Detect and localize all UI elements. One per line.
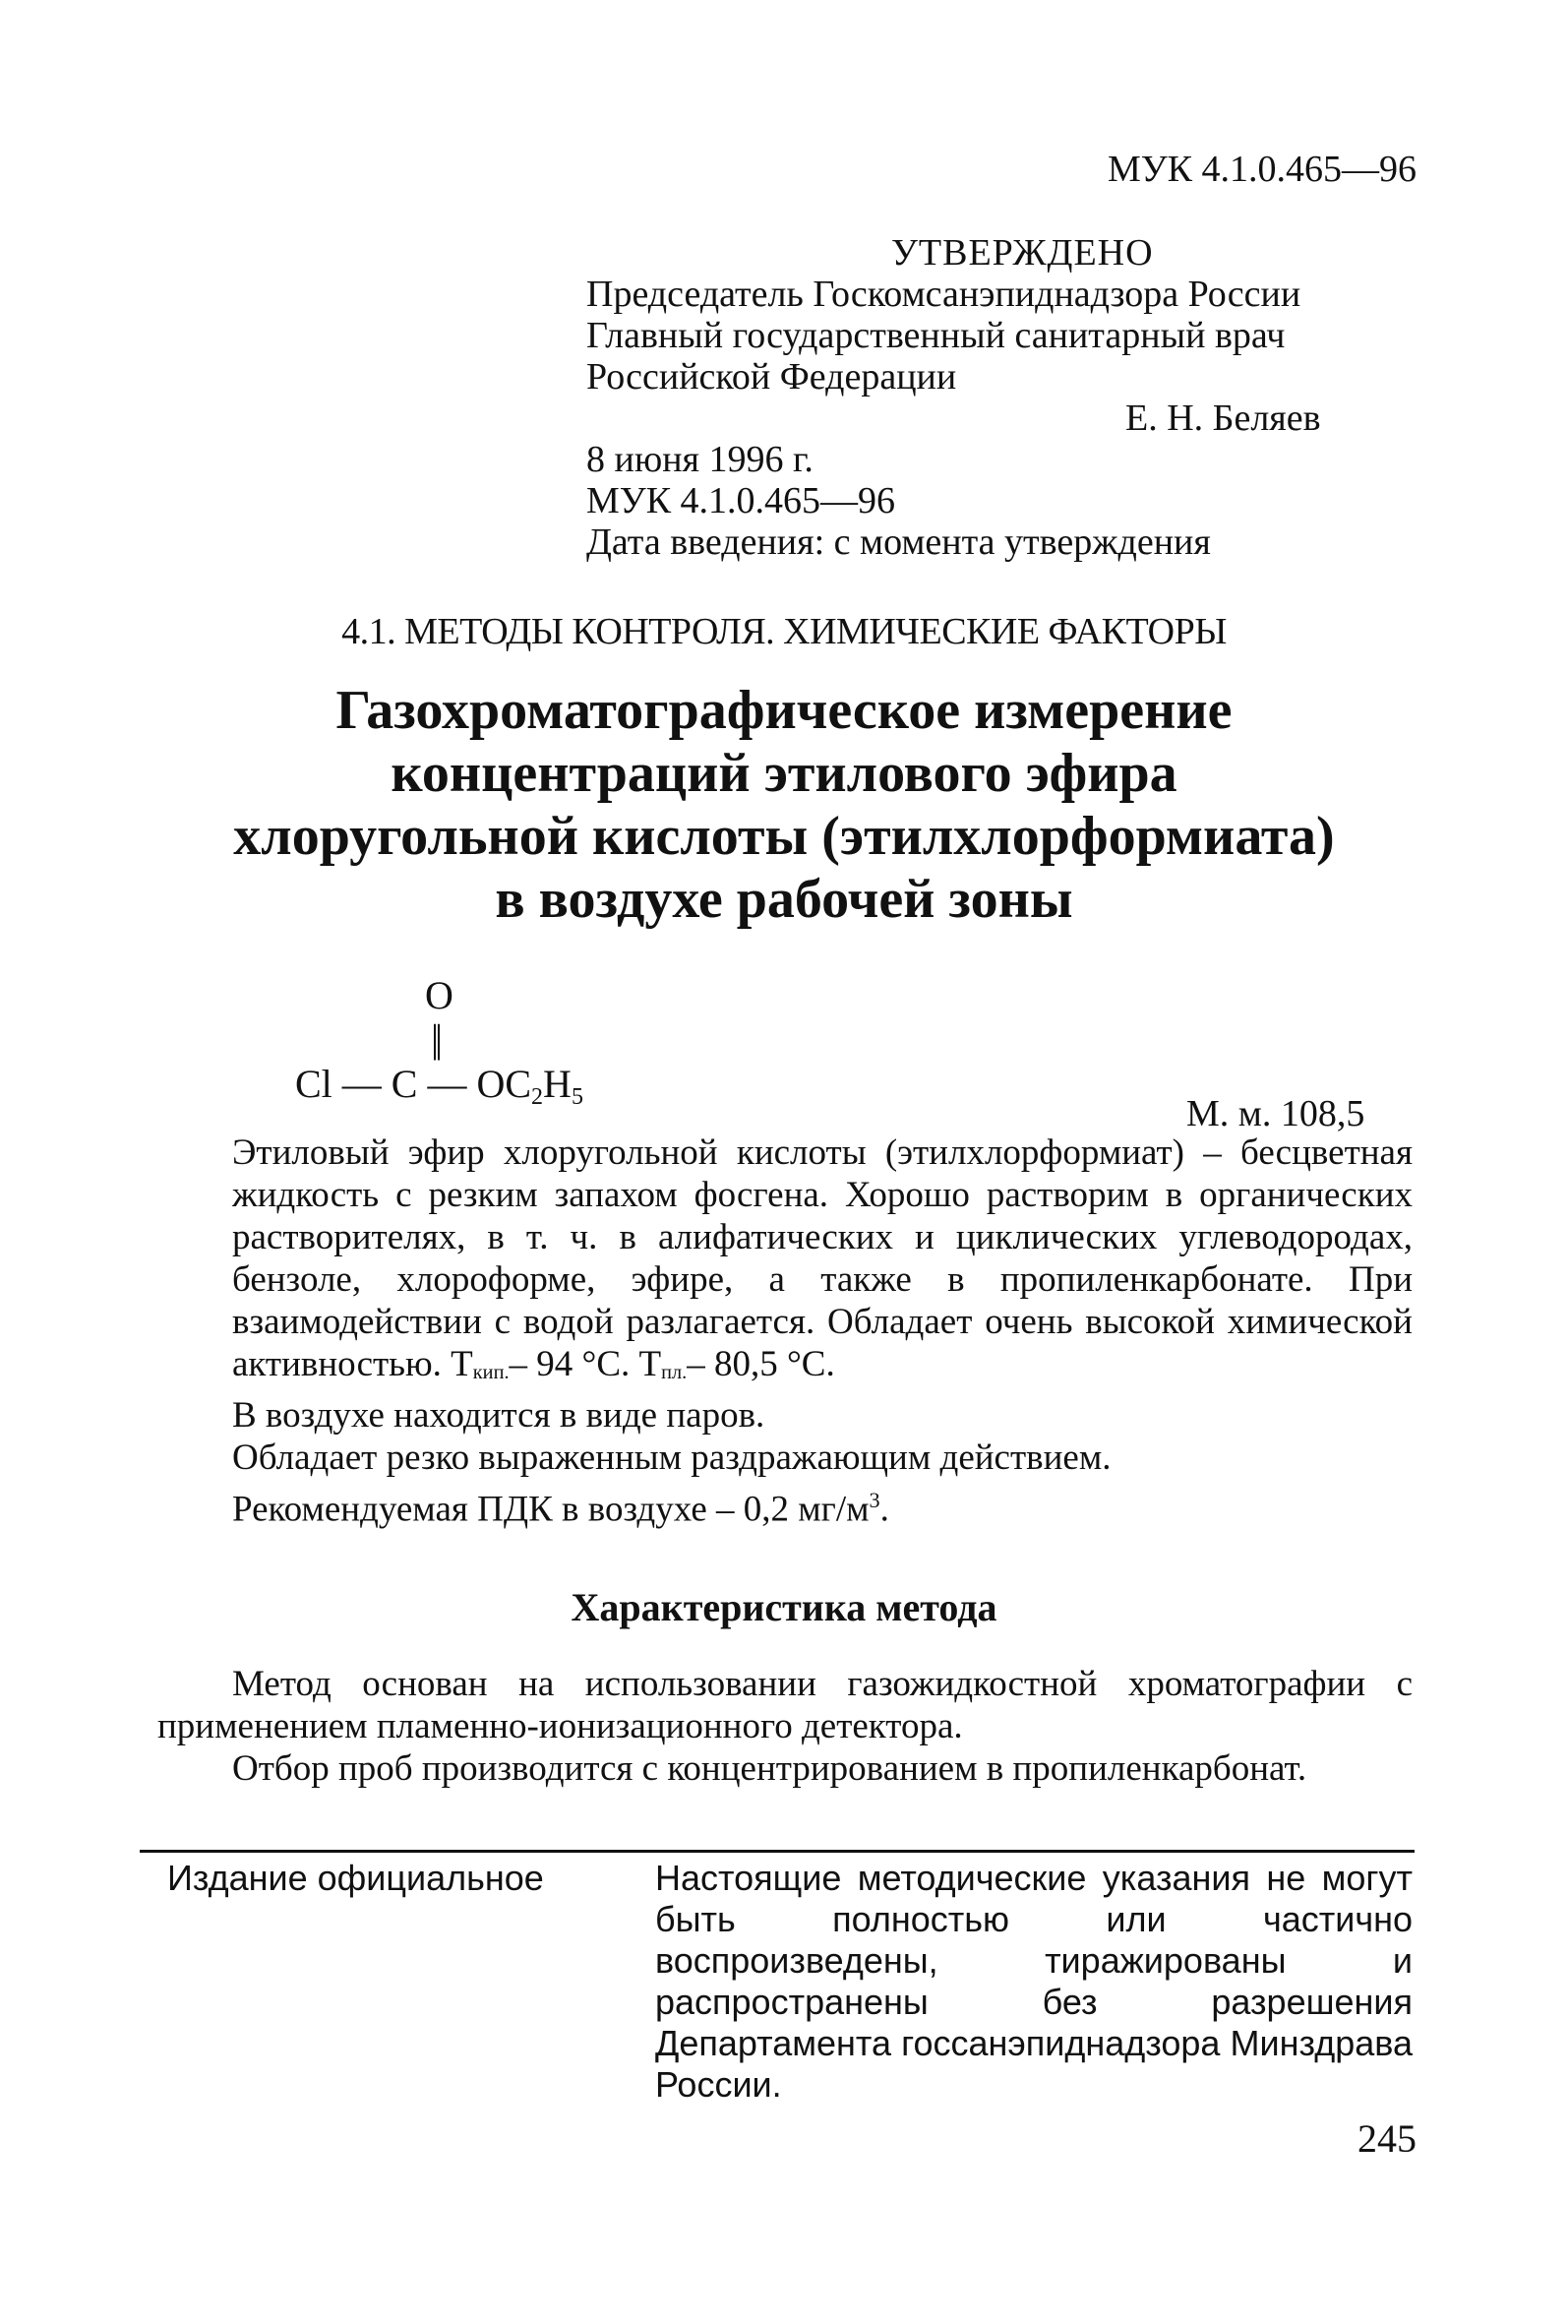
method-text: Метод основан на использовании газожидкостной хроматографии с применением пламенно-ионизационного детектора. — [157, 1664, 1413, 1746]
formula-hydrogen: H — [543, 1062, 572, 1106]
formula-subscript: 2 — [531, 1084, 544, 1111]
molar-mass: М. м. 108,5 — [1186, 1093, 1365, 1134]
footer-divider — [140, 1850, 1415, 1853]
copyright-notice: Настоящие методические указания не могут быть полностью или частично воспроизведены, тиражированы и распространены без разрешения Департамента госсанэпиднадзора Минздрава России. — [655, 1858, 1413, 2105]
approval-heading: УТВЕРЖДЕНО — [891, 232, 1154, 274]
approval-block — [586, 232, 1321, 563]
description-line: В воздухе находится в виде паров. — [232, 1395, 765, 1437]
approval-effective-date: Дата введения: с момента утверждения — [586, 521, 1211, 563]
method-heading: Характеристика метода — [571, 1585, 997, 1629]
title-line: Газохроматографическое измерение — [335, 680, 1233, 741]
title-line: концентраций этилового эфира — [391, 743, 1177, 804]
section-header: 4.1. МЕТОДЫ КОНТРОЛЯ. ХИМИЧЕСКИЕ ФАКТОРЫ — [341, 611, 1227, 652]
formula-double-bond: || — [431, 1016, 440, 1061]
edition-label: Издание официальное — [167, 1858, 544, 1898]
boiling-subscript: кип. — [472, 1362, 510, 1384]
title-line: хлоругольной кислоты (этилхлорформиата) — [233, 806, 1335, 867]
approval-line: Российской Федерации — [586, 356, 957, 398]
structural-formula — [295, 974, 583, 1119]
description-line: Рекомендуемая ПДК в воздухе – 0,2 $мг/м^3$. — [232, 1488, 889, 1530]
formula-main: Cl — C — OC — [295, 1062, 532, 1106]
description-text: – 94 °С. Т — [509, 1344, 662, 1384]
approval-date: 8 июня 1996 г. — [586, 439, 814, 480]
method-paragraph — [157, 1663, 1413, 1790]
method-text: Отбор проб производится с концентрированием в пропиленкарбонат. — [232, 1748, 1307, 1789]
approval-code: МУК 4.1.0.465—96 — [586, 480, 896, 521]
approval-line: Председатель Госкомсанэпиднадзора России — [586, 274, 1301, 315]
document-code: МУК 4.1.0.465—96 — [1107, 149, 1417, 190]
formula-chain — [295, 1063, 583, 1119]
melting-subscript: пл. — [661, 1362, 688, 1384]
description-text: Этиловый эфир хлоругольной кислоты (этилхлорформиат) – бесцветная жидкость с резким запахом фосгена. Хорошо растворим в органических растворителях, в т. ч. в алифатических и циклических углеводородах, бензоле, хлороформе, эфире, а также в пропиленкарбонате. При взаимодействии с водой разлагается. Обладает очень высокой химической активностью. Т — [232, 1132, 1413, 1384]
title-line: в воздухе рабочей зоны — [495, 869, 1073, 930]
approval-signer: Е. Н. Беляев — [1125, 398, 1321, 439]
description-text: – 80,5 °С. — [687, 1344, 835, 1384]
superscript: 3 — [869, 1488, 880, 1513]
page-number: 245 — [1357, 2116, 1417, 2161]
formula-subscript: 5 — [571, 1084, 583, 1111]
description-line: Обладает резко выраженным раздражающим действием. — [232, 1437, 1112, 1479]
approval-line: Главный государственный санитарный врач — [586, 315, 1286, 356]
formula-oxygen: O — [425, 973, 453, 1017]
document-title — [0, 679, 1568, 931]
description-paragraph — [232, 1131, 1413, 1530]
